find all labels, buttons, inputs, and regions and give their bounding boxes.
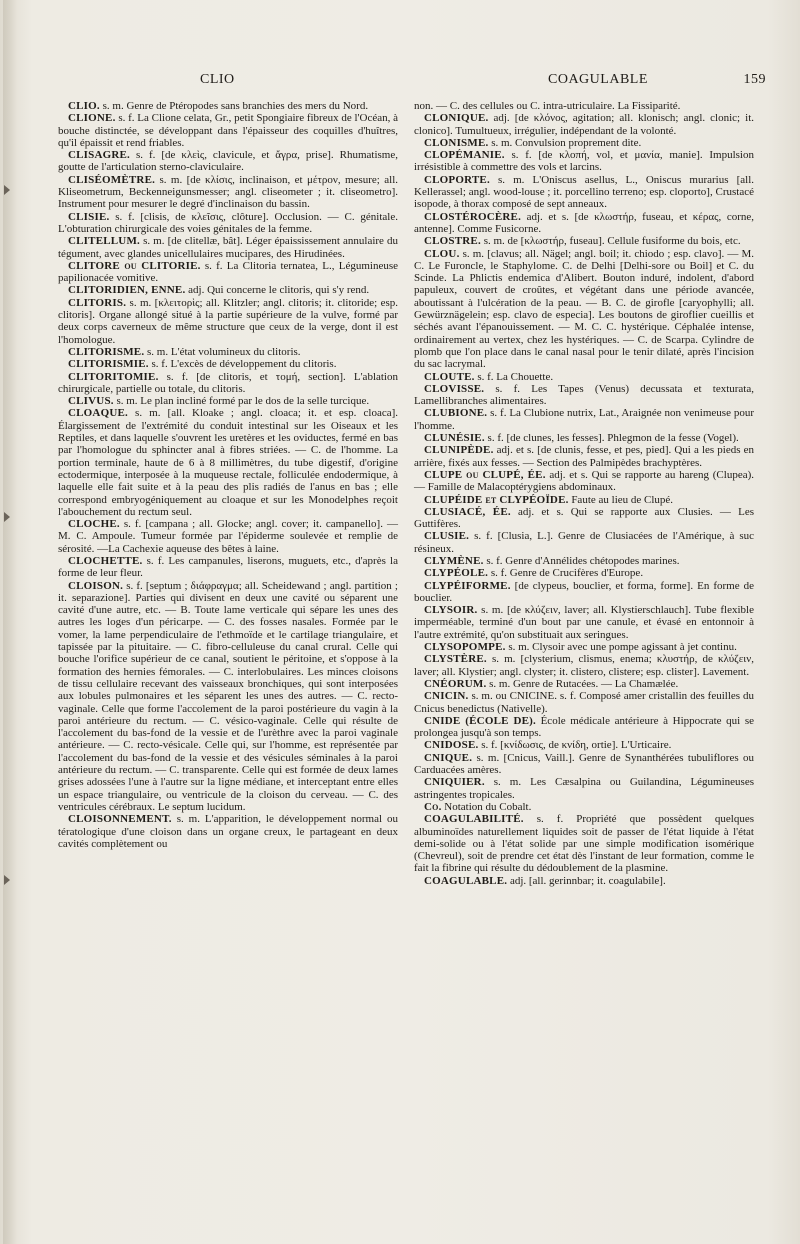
- entry-definition: adj. et s. Qui se rapporte aux Clusies. — Les Guttifères.: [414, 505, 754, 531]
- dictionary-entry: [414, 444, 754, 469]
- dictionary-entry: [414, 580, 754, 605]
- entry-definition: s. m. Genre de Rutacées. — La Chamælée.: [486, 677, 679, 690]
- entry-headword: CLUSIACÉ, ÉE.: [424, 505, 511, 518]
- entry-definition: s. f. Genre d'Annélides chétopodes marines.: [483, 554, 680, 567]
- entry-headword: CLYMÈNE.: [424, 554, 484, 567]
- entry-definition: s. m. [de clitellæ, bât]. Léger épaississement annulaire du tégument, avec glandes unicellulaires mucipares, des Hirudinées.: [58, 235, 398, 260]
- entry-headword: CLIO.: [68, 100, 100, 112]
- entry-headword: CLUPE ou CLUPÉ, ÉE.: [424, 468, 546, 481]
- left-column: [58, 100, 398, 850]
- entry-headword: CLITORE ou CLITORIE.: [68, 259, 201, 272]
- entry-definition: adj. Qui concerne le clitoris, qui s'y rend.: [185, 284, 370, 297]
- entry-headword: CLITORISME.: [68, 345, 145, 358]
- entry-definition: s. f. [de κλοπή, vol, et μανία, manie]. Impulsion irrésistible à commettre des vols et larcins.: [414, 149, 754, 174]
- dictionary-entry: [58, 395, 398, 407]
- entry-headword: CNICIN.: [424, 690, 469, 703]
- margin-arrow-icon: [4, 875, 10, 885]
- dictionary-entry: [58, 235, 398, 260]
- entry-headword: CNIQUE.: [424, 751, 473, 764]
- dictionary-entry: [58, 407, 398, 518]
- entry-definition: s. m. [all. Kloake ; angl. cloaca; it. et esp. cloaca]. Élargissement de l'extrémité du conduit intestinal sur les Oiseaux et les Reptiles, et dans laquelle s'ouvrent les uretères et les oviductes, fermé en bas par l'homologue du sphincter anal à fibres striées. — C. de l'homme. La portion terminale, haute de 6 à 8 millimètres, du tube digestif, d'origine ectodermique, interposée à la muqueuse rectale, folliculée endodermique, à laquelle elle fait suite et à la peau des plis radiés de l'anus en bas ; elle correspond embryogéniquement au cloaque et sur les Monodelphes reçoit l'abouchement du rectum seul.: [58, 407, 398, 518]
- entry-definition: Notation du Cobalt.: [441, 800, 532, 813]
- dictionary-entry: [414, 653, 754, 678]
- dictionary-entry: [414, 506, 754, 531]
- dictionary-entry: [414, 137, 754, 149]
- entry-headword: CLONISME.: [424, 136, 489, 149]
- dictionary-entry: [414, 112, 754, 137]
- dictionary-entry: [58, 149, 398, 174]
- entry-headword: CLYPÉIFORME.: [424, 579, 511, 592]
- dictionary-entry: [414, 813, 754, 874]
- running-header: [40, 72, 766, 92]
- entry-headword: CLYPÉOLE.: [424, 567, 489, 580]
- dictionary-entry: [414, 469, 754, 494]
- right-column: [414, 100, 754, 887]
- entry-headword: CLIONE.: [68, 112, 116, 125]
- entry-headword: CLITORITOMIE.: [68, 370, 159, 383]
- dictionary-entry: [58, 284, 398, 296]
- dictionary-entry: [414, 801, 754, 813]
- entry-headword: CLIVUS.: [68, 395, 114, 408]
- entry-definition: s. f. La Clione celata, Gr., petit Spongiaire fibreux de l'Océan, à bouche distinctée, se développant dans l'épaisseur des coquilles d'huîtres, qu'il épaissit et rend friables.: [58, 112, 398, 149]
- entry-headword: CLOCHETTE.: [68, 554, 143, 567]
- entry-definition: s. f. Les campanules, liserons, muguets, etc., d'après la forme de leur fleur.: [58, 554, 398, 580]
- entry-headword: CLUNIPÈDE.: [424, 444, 494, 457]
- entry-definition: adj. [de κλόνος, agitation; all. klonisch; angl. clonic; it. clonico]. Tumultueux, irrégulier, indépendant de la volonté.: [414, 112, 754, 137]
- entry-headword: CNIDE (ÉCOLE DE).: [424, 714, 536, 727]
- dictionary-entry: [414, 690, 754, 715]
- dictionary-entry: [414, 875, 754, 887]
- entry-definition: s. m. [de κλύζειν, laver; all. Klystierschlauch]. Tube flexible imperméable, terminé d'un bout par une canule, et évasé en entonnoir à l'autre extrémité, qu'on substituait aux seringues.: [414, 604, 754, 641]
- entry-headword: CLITORISMIE.: [68, 358, 149, 371]
- entry-headword: CLYSOPOMPE.: [424, 641, 506, 654]
- entry-headword: CLYSTÈRE.: [424, 653, 487, 666]
- entry-headword: CLOSTRE.: [424, 235, 481, 248]
- entry-definition: s. m. [clavus; all. Nägel; angl. boil; it. chiodo ; esp. clavo]. — M. C. Le Furoncle, le Staphylome. C. de Delhi [Delhi-sore ou Boil] et C. du Scinde. La Phlictis endemica d'Alibert. Bouton induré, indolent, d'abord papuleux, couvert de croûtes, et végétant dans une période avancée, aboutissant à l'ulcération de la peau. — B. C. de girofle [caryophylli; all. Gewürznägelein; esp. clavo de especia]. Les boutons de giroflier cueillis et séchés avant l'épanouissement. — M. C. C. hystérique. Céphalée intense, ordinairement au vertex, chez les hystériques. — C. de Scarpa. Cylindre de plomb que l'on place dans le canal nasal pour le tenir dilaté, après l'incision du sac lacrymal.: [414, 247, 754, 371]
- dictionary-entry: [414, 100, 754, 112]
- dictionary-entry: [414, 235, 754, 247]
- entry-definition: s. m. Le plan incliné formé par le dos de la selle turcique.: [113, 395, 370, 408]
- entry-definition: s. f. [Clusia, L.]. Genre de Clusiacées de l'Amérique, à suc résineux.: [414, 530, 754, 555]
- dictionary-entry: [58, 174, 398, 211]
- entry-headword: CNIDOSE.: [424, 739, 479, 752]
- entry-headword: CLOU.: [424, 247, 460, 260]
- margin-arrow-icon: [4, 512, 10, 522]
- dictionary-entry: [414, 530, 754, 555]
- entry-headword: CNIQUIER.: [424, 776, 485, 789]
- entry-headword: CLUNÉSIE.: [424, 432, 485, 445]
- entry-headword: COAGULABILITÉ.: [424, 813, 524, 826]
- entry-definition: adj. [all. gerinnbar; it. coagulabile].: [507, 874, 666, 887]
- entry-definition: s. f. La Clubione nutrix, Lat., Araignée non venimeuse pour l'homme.: [414, 407, 754, 432]
- entry-definition: s. m. L'apparition, le développement normal ou tératologique d'une cloison dans un organe creux, le partageant en deux cavités complètement ou: [58, 813, 398, 850]
- entry-headword: CLISIE.: [68, 210, 110, 223]
- entry-definition: s. f. Genre de Crucifères d'Europe.: [488, 567, 644, 580]
- entry-headword: CLONIQUE.: [424, 112, 489, 125]
- entry-definition: s. m. [κλειτορὶς; all. Klitzler; angl. clitoris; it. clitoride; esp. clitoris]. Organe allongé situé à la partie supérieure de la vulve, formé par deux corps caverneux de même structure que ceux de la verge, dont il est l'homologue.: [58, 296, 398, 346]
- entry-definition: s. f. [de κλεὶς, clavicule, et ἄγρα, prise]. Rhumatisme, goutte de l'articulation sterno-claviculaire.: [58, 149, 398, 174]
- dictionary-entry: [414, 567, 754, 579]
- entry-definition: s. f. [campana ; all. Glocke; angl. cover; it. campanello]. — M. C. Ampoule. Tumeur formée par l'épiderme soulevée et remplie de sérosité. —La Cachexie aqueuse des bêtes à laine.: [58, 518, 398, 555]
- dictionary-entry: [58, 211, 398, 236]
- entry-headword: COAGULABLE.: [424, 874, 508, 887]
- entry-definition: adj. et s. [de κλωστήρ, fuseau, et κέρας, corne, antenne]. Comme Fusicorne.: [414, 210, 754, 235]
- entry-definition: s. m. [clysterium, clismus, enema; κλυστήρ, de κλύζειν, laver; all. Klystier; angl. clyster; it. clistero, clistere; esp. clister]. Lavement.: [414, 653, 754, 678]
- dictionary-entry: [414, 494, 754, 506]
- entry-headword: CLOAQUE.: [68, 407, 128, 420]
- entry-headword: Co.: [424, 800, 442, 813]
- entry-definition: non. — C. des cellules ou C. intra-utriculaire. La Fissiparité.: [414, 100, 681, 112]
- entry-definition: Faute au lieu de Clupé.: [568, 493, 674, 506]
- dictionary-entry: [58, 358, 398, 370]
- entry-definition: s. m. [de κλίσις, inclinaison, et μέτρον, mesure; all. Kliseometrum, Beckenneigunsmesser; angl. cliseometer ; it. cliseometro]. Instrument pour mesurer le degré d'inclinaison du bassin.: [58, 173, 398, 211]
- entry-definition: s. f. [septum ; διάφραγμα; all. Scheidewand ; angl. partition ; it. separazione]. Parties qui divisent en deux une cavité ou séparent une cavité d'une autre, etc. — B. Toute lame verticale qui sépare les unes des autres les loges d'un péricarpe. — C. des fosses nasales. Formée par le vomer, la lame perpendiculaire de l'ethmoïde et le cartilage triangulaire, et tapissée par la pituitaire. — C. fibro-celluleuse du canal crural. Celle qui bouche l'orifice supérieur de ce canal, soutient le péritoine, et s'oppose à la formation des hernies fémorales. — C. interlobulaires. Les minces cloisons de tissu cellulaire recevant des vaisseaux bronchiques, qui sont interposées aux lobules pulmonaires et les séparent les unes des autres. — C. recto-vaginale. Celle que forme l'accolement de la paroi postérieure du vagin à la paroi antérieure du rectum. — C. vésico-vaginale. Celle qui résulte de l'accolement du bas-fond de la vessie et de l'urèthre avec la paroi vaginale antérieure. — C. recto-vésicale. Celle qui, sur l'homme, est représentée par l'accolement du bas-fond de la vessie et des vésicules séminales à la paroi antérieure du rectum. — C. transparente. Celle qui est formée de deux lames grises adossées l'une à l'autre sur la ligne médiane, et interceptant entre elles un espace triangulaire, ou ventricule de la cloison du cerveau. — C. des ventricules cérébraux. Le septum lucidum.: [58, 579, 398, 813]
- entry-headword: CLISÉOMÈTRE.: [68, 173, 156, 186]
- dictionary-entry: [414, 555, 754, 567]
- entry-definition: [de clypeus, bouclier, et forma, forme]. En forme de bouclier.: [414, 579, 754, 604]
- entry-definition: s. m. Clysoir avec une pompe agissant à jet continu.: [505, 641, 737, 654]
- dictionary-entry: [414, 678, 754, 690]
- entry-definition: s. m. ou CNICINE. s. f. Composé amer cristallin des feuilles du Cnicus benedictus (Nativelle).: [414, 690, 754, 715]
- dictionary-entry: [58, 371, 398, 396]
- entry-headword: CLOVISSE.: [424, 382, 485, 395]
- entry-definition: s. m. Les Cæsalpina ou Guilandina, Légumineuses astringentes tropicales.: [414, 776, 754, 801]
- entry-definition: s. f. Propriété que possèdent quelques albuminoïdes naturellement liquides soit de passer de l'état liquide à l'état demi-solide ou à l'état solide par une simple modification isomérique (Chevreul), soit de prendre cet état dès l'instant de leur formation, comme le fait la fibrine qui résulte du dédoublement de la plasmine.: [414, 813, 754, 875]
- entry-headword: CLOUTE.: [424, 370, 475, 383]
- dictionary-entry: [414, 383, 754, 408]
- entry-definition: s. f. [clisis, de κλεῖσις, clôture]. Occlusion. — C. génitale. L'obturation chirurgicale des voies génitales de la femme.: [58, 210, 398, 235]
- entry-definition: s. f. [de clunes, les fesses]. Phlegmon de la fesse (Vogel).: [484, 432, 739, 445]
- entry-definition: adj. et s. [de clunis, fesse, et pes, pied]. Qui a les pieds en arrière, fixés aux fesses. — Section des Palmipèdes brachyptères.: [414, 444, 754, 469]
- dictionary-entry: [414, 715, 754, 740]
- dictionary-entry: [58, 518, 398, 555]
- header-left-word: CLIO: [200, 72, 235, 87]
- dictionary-entry: [414, 407, 754, 432]
- dictionary-entry: [58, 346, 398, 358]
- dictionary-entry: [58, 112, 398, 149]
- entry-headword: CLUSIE.: [424, 530, 470, 543]
- entry-definition: s. m. Convulsion proprement dite.: [488, 136, 642, 149]
- entry-headword: CLUBIONE.: [424, 407, 488, 420]
- entry-headword: CNÉORUM.: [424, 677, 487, 690]
- dictionary-entry: [58, 580, 398, 814]
- dictionary-entry: [414, 371, 754, 383]
- header-right-word: COAGULABLE: [548, 72, 648, 87]
- entry-headword: CLYSOIR.: [424, 604, 478, 617]
- entry-definition: s. m. [Cnicus, Vaill.]. Genre de Synanthérées tubuliflores ou Carduacées amères.: [414, 751, 754, 777]
- entry-headword: CLUPÉIDE et CLYPÉOÏDE.: [424, 493, 569, 506]
- dictionary-entry: [414, 149, 754, 174]
- entry-headword: CLOSTÉROCÈRE.: [424, 210, 522, 223]
- entry-definition: s. f. Les Tapes (Venus) decussata et texturata, Lamellibranches alimentaires.: [414, 382, 754, 408]
- dictionary-entry: [414, 211, 754, 236]
- entry-headword: CLOCHE.: [68, 518, 120, 531]
- entry-definition: s. m. Genre de Ptéropodes sans branchies des mers du Nord.: [99, 100, 369, 112]
- entry-headword: CLITORIS.: [68, 296, 127, 309]
- entry-definition: s. m. L'Oniscus asellus, L., Oniscus murarius [all. Kellerassel; angl. wood-louse ; it. porcellino terreno; esp. cloporto], Crustacé isopode, à thorax composé de sept anneaux.: [414, 173, 754, 211]
- dictionary-entry: [58, 813, 398, 850]
- dictionary-entry: [58, 297, 398, 346]
- dictionary-entry: [414, 776, 754, 801]
- dictionary-entry: [414, 739, 754, 751]
- entry-definition: s. f. [de clitoris, et τομή, section]. L'ablation chirurgicale, partielle ou totale, du clitoris.: [58, 370, 398, 395]
- entry-definition: s. m. de [κλωστήρ, fuseau]. Cellule fusiforme du bois, etc.: [480, 235, 741, 248]
- dictionary-entry: [414, 641, 754, 653]
- dictionary-entry: [414, 432, 754, 444]
- entry-headword: CLITELLUM.: [68, 235, 140, 248]
- entry-definition: École médicale antérieure à Hippocrate qui se prolongea jusqu'à son temps.: [414, 714, 754, 740]
- entry-definition: s. f. La Chouette.: [474, 370, 554, 383]
- dictionary-entry: [414, 174, 754, 211]
- entry-definition: s. f. L'excès de développement du clitoris.: [148, 358, 337, 371]
- entry-headword: CLITORIDIEN, ENNE.: [68, 284, 186, 297]
- page-number: 159: [743, 72, 766, 87]
- margin-arrow-icon: [4, 185, 10, 195]
- entry-definition: adj. et s. Qui se rapporte au hareng (Clupea). — Famille de Malacoptérygiens abdominaux.: [414, 468, 754, 494]
- dictionary-entry: [414, 248, 754, 371]
- dictionary-entry: [414, 752, 754, 777]
- entry-headword: CLOISONNEMENT.: [68, 813, 172, 826]
- dictionary-entry: [58, 260, 398, 285]
- dictionary-entry: [58, 555, 398, 580]
- entry-headword: CLISAGRE.: [68, 149, 131, 162]
- entry-definition: s. m. L'état volumineux du clitoris.: [144, 345, 301, 358]
- entry-definition: s. f. [κνίδωσις, de κνίδη, ortie]. L'Urticaire.: [478, 739, 672, 752]
- entry-headword: CLOPÉMANIE.: [424, 149, 505, 162]
- entry-definition: s. f. La Clitoria ternatea, L., Légumineuse papilionacée vomitive.: [58, 259, 398, 285]
- dictionary-entry: [414, 604, 754, 641]
- entry-headword: CLOPORTE.: [424, 173, 490, 186]
- entry-headword: CLOISON.: [68, 579, 124, 592]
- dictionary-entry: [58, 100, 398, 112]
